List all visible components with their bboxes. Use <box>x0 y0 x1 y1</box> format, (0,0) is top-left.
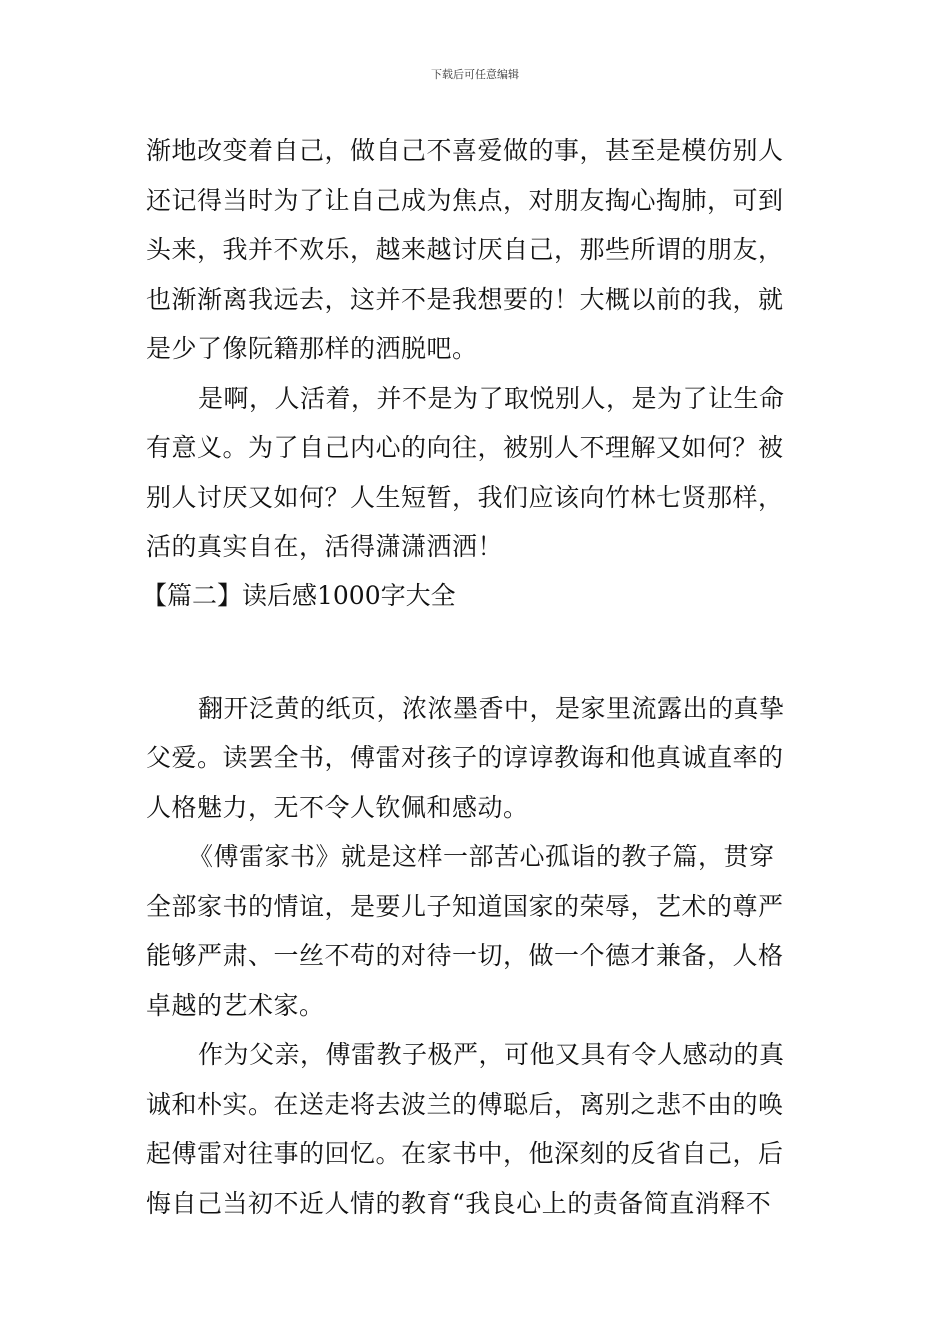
text-line: 全部家书的情谊，是要儿子知道国家的荣辱，艺术的尊严 <box>146 891 784 921</box>
text-line: 别人讨厌又如何？人生短暂，我们应该向竹林七贤那样， <box>146 482 784 512</box>
text-line: 悔自己当初不近人情的教育“我良心上的责备简直消释不 <box>146 1188 772 1218</box>
text-line: 头来，我并不欢乐，越来越讨厌自己，那些所谓的朋友， <box>146 235 784 264</box>
text-line: 有意义。为了自己内心的向往，被别人不理解又如何？被 <box>146 433 784 462</box>
text-line: 作为父亲，傅雷教子极严，可他又具有令人感动的真 <box>198 1040 785 1069</box>
section-heading: 【篇二】读后感1000字大全 <box>142 580 456 610</box>
text-line: 能够严肃、一丝不苟的对待一切，做一个德才兼备，人格 <box>146 941 784 970</box>
text-line: 是少了像阮籍那样的洒脱吧。 <box>146 334 478 363</box>
blank-space <box>146 620 811 684</box>
text-line: 还记得当时为了让自己成为焦点，对朋友掏心掏肺，可到 <box>146 185 784 215</box>
text-line: 活的真实自在，活得潇潇洒洒！ <box>146 532 504 561</box>
text-line: 父爱。读罢全书，傅雷对孩子的谆谆教诲和他真诚直率的 <box>146 743 784 772</box>
text-line: 也渐渐离我远去，这并不是我想要的！大概以前的我，就 <box>146 284 784 314</box>
text-line: 诚和朴实。在送走将去波兰的傅聪后，离别之悲不由的唤 <box>146 1089 784 1119</box>
text-line: 翻开泛黄的纸页，浓浓墨香中，是家里流露出的真挚 <box>198 693 785 723</box>
section-two <box>146 684 811 1229</box>
page-header: 下载后可任意编辑 <box>431 68 519 81</box>
text-line: 渐地改变着自己，做自己不喜爱做的事，甚至是模仿别人 <box>146 136 784 165</box>
text-line: 《傅雷家书》就是这样一部苦心孤诣的教子篇，贯穿 <box>188 842 775 871</box>
document-body <box>142 126 811 1228</box>
text-line: 起傅雷对往事的回忆。在家书中，他深刻的反省自己，后 <box>146 1139 784 1168</box>
text-line: 人格魅力，无不令人钦佩和感动。 <box>146 792 529 822</box>
text-line: 是啊，人活着，并不是为了取悦别人，是为了让生命 <box>198 383 785 413</box>
section-one <box>146 126 811 572</box>
text-line: 卓越的艺术家。 <box>146 990 325 1020</box>
